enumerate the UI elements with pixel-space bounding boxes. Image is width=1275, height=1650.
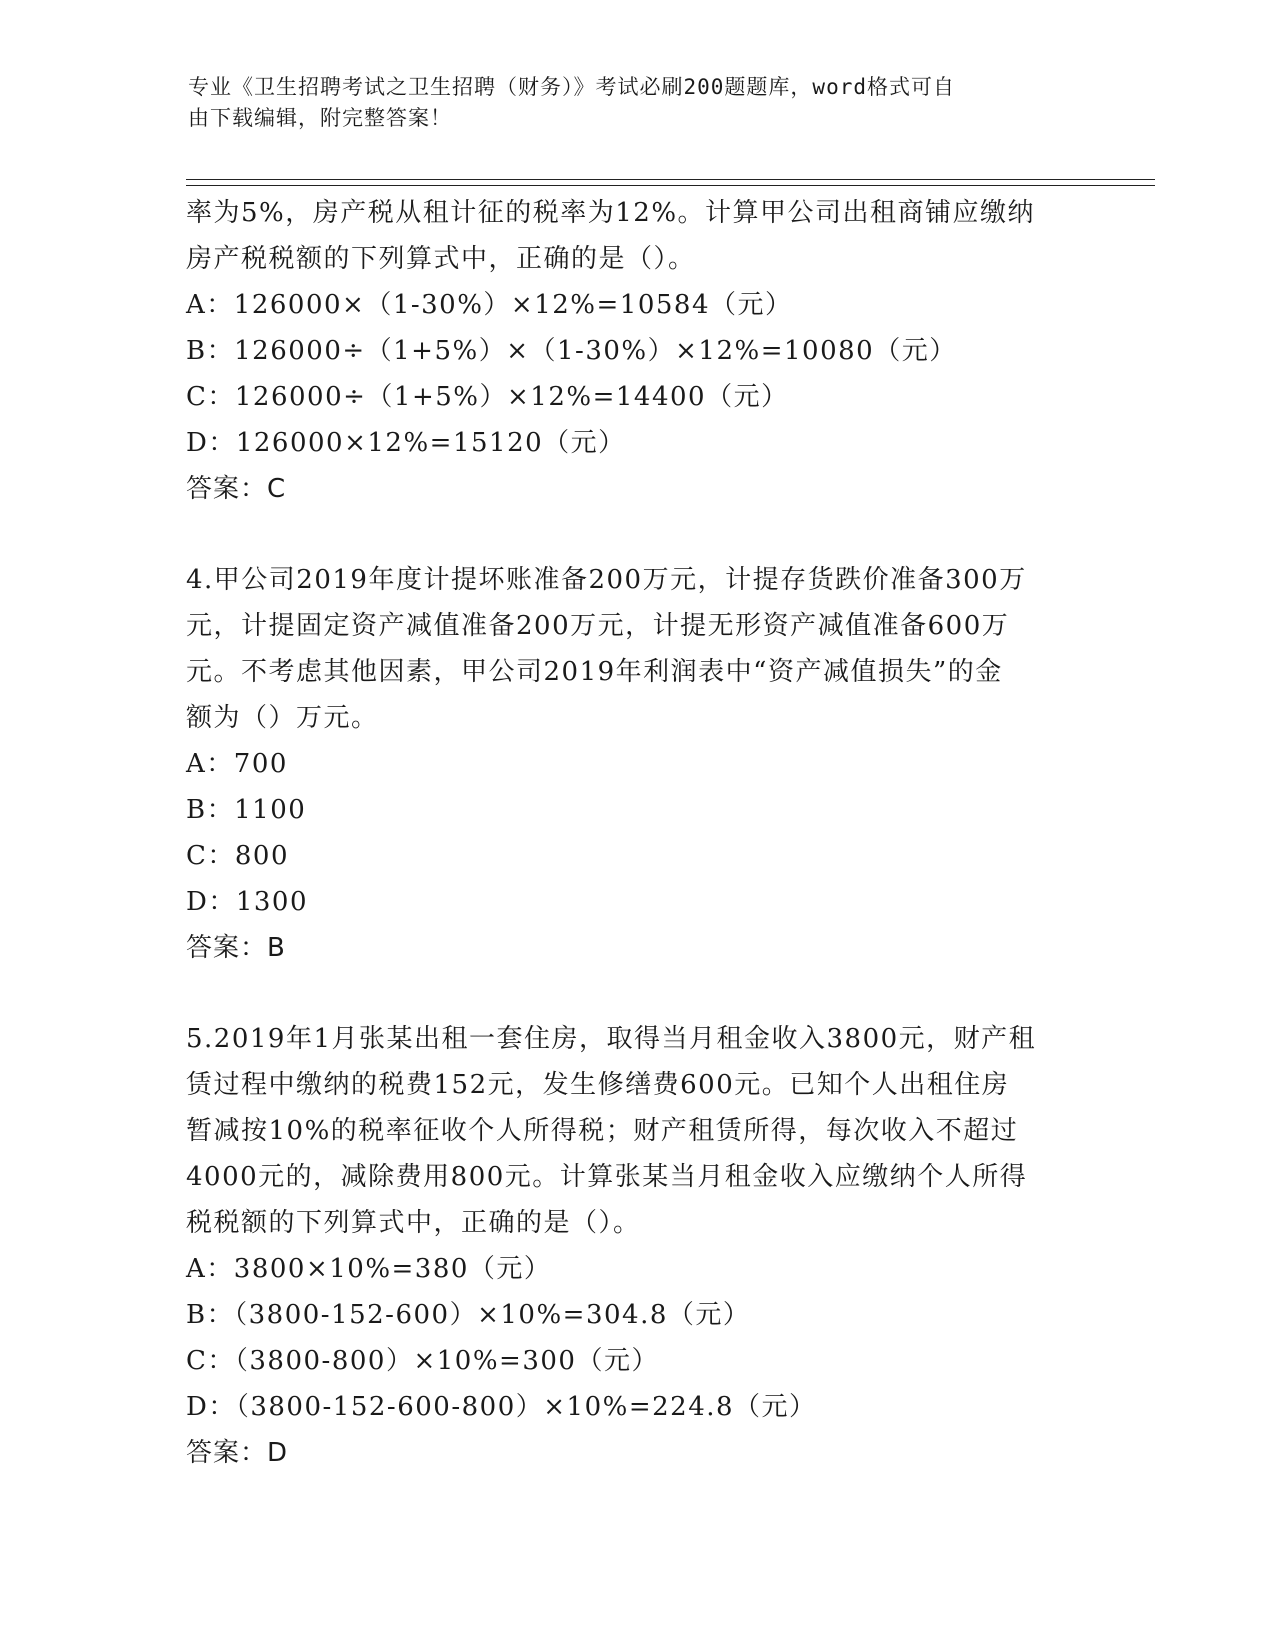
document-body — [186, 190, 1086, 1476]
question-3 — [186, 190, 1086, 512]
option-a: A：126000×（1-30%）×12%=10584（元） — [186, 290, 793, 320]
option-a: A：700 — [186, 749, 288, 779]
option-b: B：126000÷（1+5%）×（1-30%）×12%=10080（元） — [186, 336, 957, 366]
question-4 — [186, 557, 1086, 971]
document-header — [188, 72, 1088, 134]
option-d: D：1300 — [186, 887, 309, 917]
option-c: C：（3800-800）×10%=300（元） — [186, 1346, 659, 1376]
question-stem-line: 元，计提固定资产减值准备200万元，计提无形资产减值准备600万 — [186, 611, 1010, 641]
option-b: B：（3800-152-600）×10%=304.8（元） — [186, 1300, 751, 1330]
option-c: C：126000÷（1+5%）×12%=14400（元） — [186, 382, 789, 412]
option-d: D：126000×12%=15120（元） — [186, 428, 626, 458]
option-b: B：1100 — [186, 795, 307, 825]
option-d: D：（3800-152-600-800）×10%=224.8（元） — [186, 1392, 817, 1422]
question-stem-line: 额为（）万元。 — [186, 703, 379, 733]
header-divider-top — [186, 179, 1155, 180]
option-a: A：3800×10%=380（元） — [186, 1254, 552, 1284]
question-stem-line: 暂减按10%的税率征收个人所得税；财产租赁所得，每次收入不超过 — [186, 1116, 1019, 1146]
question-stem-line: 5.2019年1月张某出租一套住房，取得当月租金收入3800元，财产租 — [186, 1024, 1037, 1054]
question-5 — [186, 1016, 1086, 1476]
header-line-1: 专业《卫生招聘考试之卫生招聘（财务）》考试必刷200题题库，word格式可自 — [188, 75, 955, 99]
answer-line: 答案：C — [186, 474, 287, 504]
answer-line: 答案：B — [186, 933, 286, 963]
question-stem-line: 率为5%，房产税从租计征的税率为12%。计算甲公司出租商铺应缴纳 — [186, 198, 1036, 228]
question-stem-line: 4000元的，减除费用800元。计算张某当月租金收入应缴纳个人所得 — [186, 1162, 1028, 1192]
header-divider-bottom — [186, 185, 1155, 186]
question-stem-line: 房产税税额的下列算式中，正确的是（）。 — [186, 244, 696, 274]
answer-line: 答案：D — [186, 1438, 289, 1468]
question-stem-line: 元。不考虑其他因素，甲公司2019年利润表中“资产减值损失”的金 — [186, 657, 1003, 687]
header-line-2: 由下载编辑，附完整答案！ — [188, 106, 452, 130]
question-stem-line: 4.甲公司2019年度计提坏账准备200万元，计提存货跌价准备300万 — [186, 565, 1027, 595]
question-stem-line: 赁过程中缴纳的税费152元，发生修缮费600元。已知个人出租住房 — [186, 1070, 1010, 1100]
question-stem-line: 税税额的下列算式中，正确的是（）。 — [186, 1208, 641, 1238]
option-c: C：800 — [186, 841, 290, 871]
